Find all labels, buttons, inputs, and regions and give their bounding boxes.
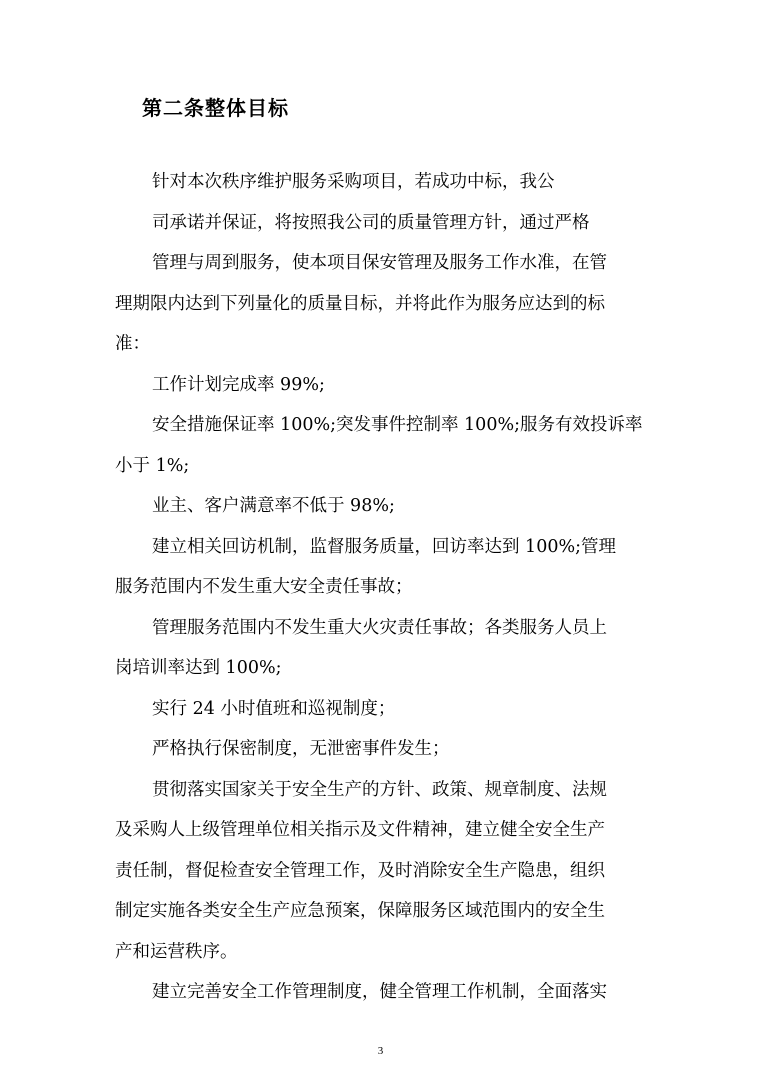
paragraph-line: 业主、客户满意率不低于 98%; bbox=[152, 496, 395, 516]
paragraph-line: 工作计划完成率 99%; bbox=[152, 375, 325, 395]
paragraph-line: 准： bbox=[115, 334, 150, 354]
paragraph-line: 贯彻落实国家关于安全生产的方针、政策、规章制度、法规 bbox=[152, 780, 607, 800]
section-heading: 第二条整体目标 bbox=[142, 96, 289, 120]
paragraph-line: 岗培训率达到 100%; bbox=[115, 658, 282, 678]
paragraph-line: 制定实施各类安全生产应急预案，保障服务区域范围内的安全生 bbox=[115, 901, 605, 921]
paragraph-line: 责任制，督促检查安全管理工作，及时消除安全生产隐患，组织 bbox=[115, 861, 605, 881]
paragraph-line: 安全措施保证率 100%;突发事件控制率 100%;服务有效投诉率 bbox=[152, 415, 643, 435]
paragraph-line: 小于 1%; bbox=[115, 456, 190, 476]
paragraph-line: 严格执行保密制度，无泄密事件发生； bbox=[152, 739, 450, 759]
paragraph-line: 管理服务范围内不发生重大火灾责任事故；各类服务人员上 bbox=[152, 618, 607, 638]
paragraph-line: 司承诺并保证，将按照我公司的质量管理方针，通过严格 bbox=[152, 213, 590, 233]
paragraph-line: 针对本次秩序维护服务采购项目，若成功中标，我公 bbox=[152, 172, 555, 192]
paragraph-line: 服务范围内不发生重大安全责任事故； bbox=[115, 577, 413, 597]
page-number: 3 bbox=[377, 1045, 384, 1057]
paragraph-line: 产和运营秩序。 bbox=[115, 942, 238, 962]
paragraph-line: 理期限内达到下列量化的质量目标，并将此作为服务应达到的标 bbox=[115, 294, 605, 314]
paragraph-line: 管理与周到服务，使本项目保安管理及服务工作水准，在管 bbox=[152, 253, 607, 273]
paragraph-line: 建立相关回访机制，监督服务质量，回访率达到 100%;管理 bbox=[152, 537, 616, 557]
paragraph-line: 实行 24 小时值班和巡视制度； bbox=[152, 699, 396, 719]
paragraph-line: 及采购人上级管理单位相关指示及文件精神，建立健全安全生产 bbox=[115, 820, 605, 840]
paragraph-line: 建立完善安全工作管理制度，健全管理工作机制，全面落实 bbox=[152, 982, 607, 1002]
